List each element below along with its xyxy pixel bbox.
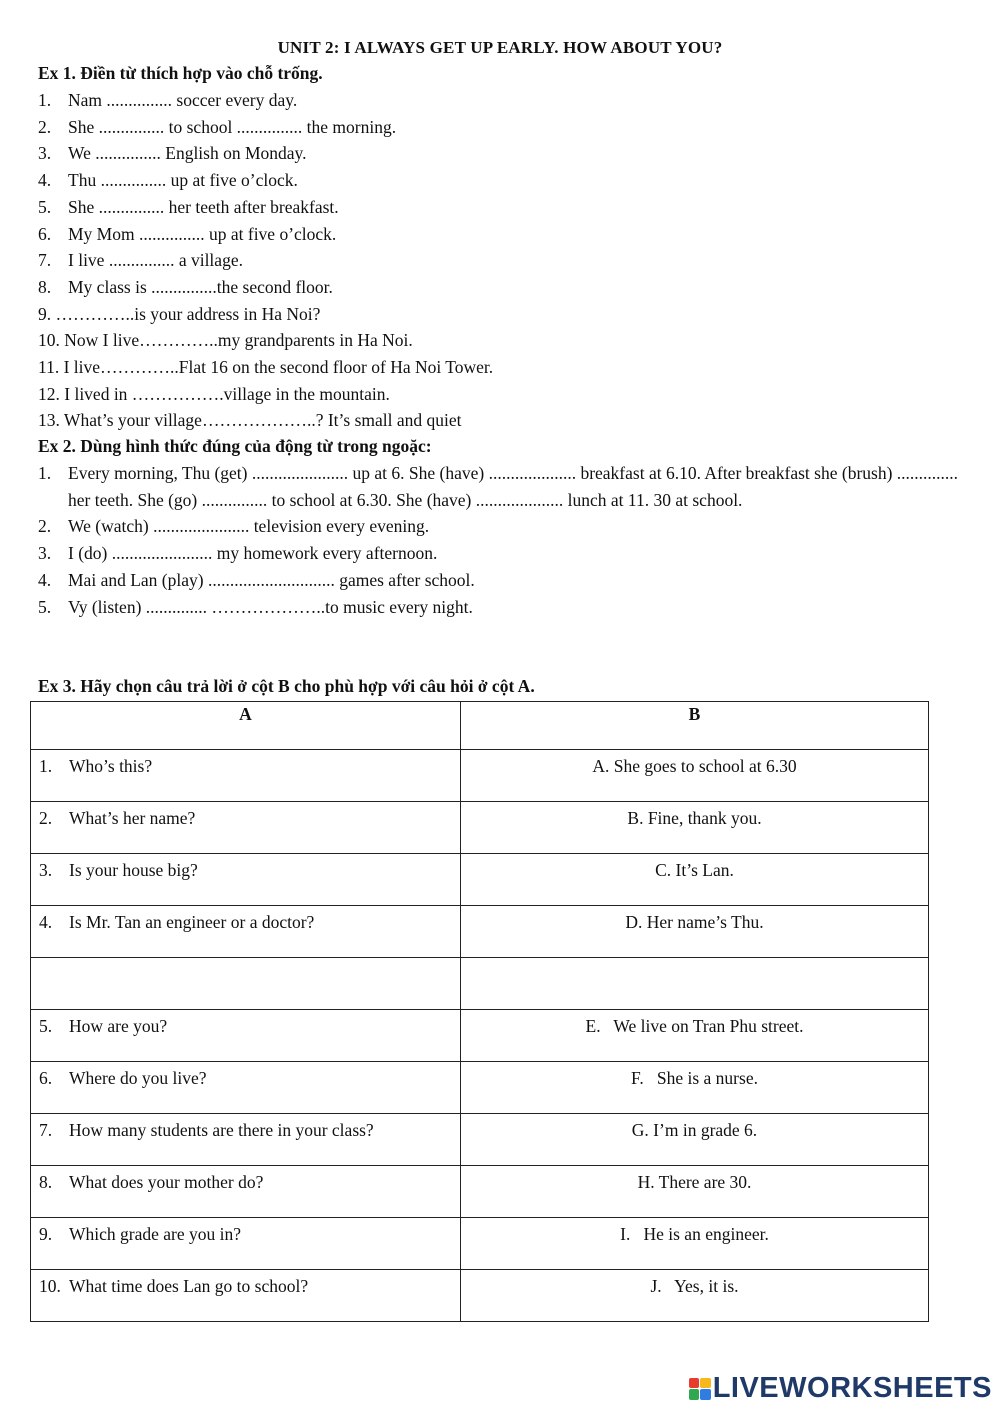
ex2-item-text: Vy (listen) .............. ………………..to music every night. bbox=[68, 596, 473, 617]
question-number: 8. bbox=[39, 1172, 53, 1192]
question-text: What’s her name? bbox=[69, 808, 196, 828]
question-cell bbox=[31, 1270, 461, 1322]
ex1-item bbox=[38, 381, 960, 408]
ex1-item-number: 4. bbox=[38, 170, 52, 191]
answer-cell: E. We live on Tran Phu street. bbox=[461, 1010, 929, 1062]
ex1-item bbox=[38, 327, 960, 354]
answer-cell: F. She is a nurse. bbox=[461, 1062, 929, 1114]
table-row bbox=[31, 906, 929, 958]
ex1-item bbox=[38, 274, 960, 301]
liveworksheets-logo-icon bbox=[689, 1378, 711, 1400]
ex2-item-number: 3. bbox=[38, 543, 52, 564]
question-number: 3. bbox=[39, 860, 53, 880]
ex1-item-number: 8. bbox=[38, 276, 52, 297]
ex1-item-text: Thu ............... up at five o’clock. bbox=[68, 170, 298, 191]
answer-cell: J. Yes, it is. bbox=[461, 1270, 929, 1322]
table-row bbox=[31, 1270, 929, 1322]
ex1-item bbox=[38, 407, 960, 434]
ex1-item bbox=[38, 301, 960, 328]
ex2-item-number: 4. bbox=[38, 569, 52, 590]
question-cell bbox=[31, 906, 461, 958]
ex1-item-text: 9. …………..is your address in Ha Noi? bbox=[38, 303, 321, 324]
liveworksheets-logo bbox=[689, 1372, 992, 1405]
ex1-item bbox=[38, 354, 960, 381]
ex1-list bbox=[38, 87, 960, 434]
question-text: What time does Lan go to school? bbox=[69, 1276, 309, 1296]
ex3-heading: Ex 3. Hãy chọn câu trả lời ở cột B cho phù hợp với câu hỏi ở cột A. bbox=[38, 676, 535, 696]
question-text: How are you? bbox=[69, 1016, 168, 1036]
question-text: Is Mr. Tan an engineer or a doctor? bbox=[69, 912, 315, 932]
question-text: What does your mother do? bbox=[69, 1172, 264, 1192]
ex2-item-text: We (watch) ...................... television every evening. bbox=[68, 516, 430, 537]
ex2-item-text: Every morning, Thu (get) ...................... up at 6. She (have) .................... breakfast at 6.10. After breakfast she (brush) .............. her teeth. She (go) ............... to school at 6.30. She (have) .................... lunch at 11. 30 at school. bbox=[68, 463, 959, 510]
ex2-heading: Ex 2. Dùng hình thức đúng của động từ trong ngoặc: bbox=[38, 436, 432, 456]
ex1-item-text: Nam ............... soccer every day. bbox=[68, 90, 298, 110]
ex1-item-text: 10. Now I live…………..my grandparents in Ha Noi. bbox=[38, 330, 413, 351]
question-text: Where do you live? bbox=[69, 1068, 207, 1088]
ex1-item-number: 6. bbox=[38, 223, 52, 244]
question-number: 9. bbox=[39, 1224, 53, 1244]
question-text: Is your house big? bbox=[69, 860, 198, 880]
ex2-item bbox=[38, 513, 960, 540]
question-cell bbox=[31, 1114, 461, 1166]
ex1-item-text: My class is ...............the second floor. bbox=[68, 276, 333, 297]
ex1-item bbox=[38, 167, 960, 194]
table-row bbox=[31, 750, 929, 802]
question-cell bbox=[31, 958, 461, 1010]
ex1-item-text: She ............... to school ............... the morning. bbox=[68, 116, 397, 137]
ex2-list bbox=[38, 460, 960, 620]
ex2-item bbox=[38, 540, 960, 567]
ex2-item-number: 5. bbox=[38, 596, 52, 617]
table-row bbox=[31, 1166, 929, 1218]
table-row bbox=[31, 1010, 929, 1062]
question-text: How many students are there in your class? bbox=[69, 1120, 374, 1140]
answer-cell: A. She goes to school at 6.30 bbox=[461, 750, 929, 802]
ex2-item-number: 1. bbox=[38, 463, 52, 483]
matching-table bbox=[30, 701, 928, 1322]
question-number: 5. bbox=[39, 1016, 53, 1036]
ex1-item-number: 2. bbox=[38, 116, 52, 137]
table-row bbox=[31, 854, 929, 906]
column-b-header: B bbox=[461, 702, 929, 750]
ex1-heading: Ex 1. Điền từ thích hợp vào chỗ trống. bbox=[38, 63, 323, 83]
ex1-item-number: 3. bbox=[38, 143, 52, 164]
ex1-item-text: We ............... English on Monday. bbox=[68, 143, 307, 164]
table-row bbox=[31, 1218, 929, 1270]
question-number: 10. bbox=[39, 1276, 61, 1296]
ex1-item bbox=[38, 247, 960, 274]
ex1-item bbox=[38, 221, 960, 248]
ex2-item-text: I (do) ....................... my homework every afternoon. bbox=[68, 543, 438, 564]
ex2-item-text: Mai and Lan (play) ............................. games after school. bbox=[68, 569, 475, 590]
ex1-item-text: I live ............... a village. bbox=[68, 250, 243, 271]
page-title: UNIT 2: I ALWAYS GET UP EARLY. HOW ABOUT YOU? bbox=[277, 38, 723, 57]
question-number: 2. bbox=[39, 808, 53, 828]
ex1-item bbox=[38, 194, 960, 221]
question-number: 7. bbox=[39, 1120, 53, 1140]
ex1-item-number: 7. bbox=[38, 250, 52, 271]
table-row bbox=[31, 1062, 929, 1114]
ex1-item-number: 1. bbox=[38, 90, 52, 110]
ex1-item-number: 5. bbox=[38, 196, 52, 217]
question-number: 4. bbox=[39, 912, 53, 932]
answer-cell: B. Fine, thank you. bbox=[461, 802, 929, 854]
ex1-item-text: She ............... her teeth after breakfast. bbox=[68, 196, 339, 217]
answer-cell: H. There are 30. bbox=[461, 1166, 929, 1218]
ex2-item bbox=[38, 594, 960, 621]
ex2-item bbox=[38, 567, 960, 594]
question-text: Who’s this? bbox=[69, 756, 153, 776]
ex1-item-text: 13. What’s your village………………..? It’s small and quiet bbox=[38, 410, 462, 431]
question-cell bbox=[31, 802, 461, 854]
question-cell bbox=[31, 1010, 461, 1062]
column-a-header: A bbox=[31, 702, 461, 750]
ex1-item bbox=[38, 140, 960, 167]
answer-cell: D. Her name’s Thu. bbox=[461, 906, 929, 958]
question-cell bbox=[31, 854, 461, 906]
ex2-item bbox=[38, 460, 960, 513]
answer-cell bbox=[461, 958, 929, 1010]
logo-text: LIVEWORKSHEETS bbox=[712, 1372, 992, 1404]
question-number: 1. bbox=[39, 756, 53, 776]
table-row bbox=[31, 802, 929, 854]
answer-cell: I. He is an engineer. bbox=[461, 1218, 929, 1270]
question-cell bbox=[31, 1218, 461, 1270]
question-cell bbox=[31, 1166, 461, 1218]
answer-cell: C. It’s Lan. bbox=[461, 854, 929, 906]
ex1-item-text: 11. I live…………..Flat 16 on the second floor of Ha Noi Tower. bbox=[38, 357, 494, 378]
ex2-item-number: 2. bbox=[38, 516, 52, 537]
table-row bbox=[31, 958, 929, 1010]
ex1-item bbox=[38, 114, 960, 141]
answer-cell: G. I’m in grade 6. bbox=[461, 1114, 929, 1166]
ex1-item-text: 12. I lived in …………….village in the mountain. bbox=[38, 383, 390, 404]
question-cell bbox=[31, 1062, 461, 1114]
table-row bbox=[31, 1114, 929, 1166]
question-text: Which grade are you in? bbox=[69, 1224, 242, 1244]
ex1-item bbox=[38, 87, 960, 114]
ex1-item-text: My Mom ............... up at five o’clock. bbox=[68, 223, 337, 244]
question-cell bbox=[31, 750, 461, 802]
question-number: 6. bbox=[39, 1068, 53, 1088]
